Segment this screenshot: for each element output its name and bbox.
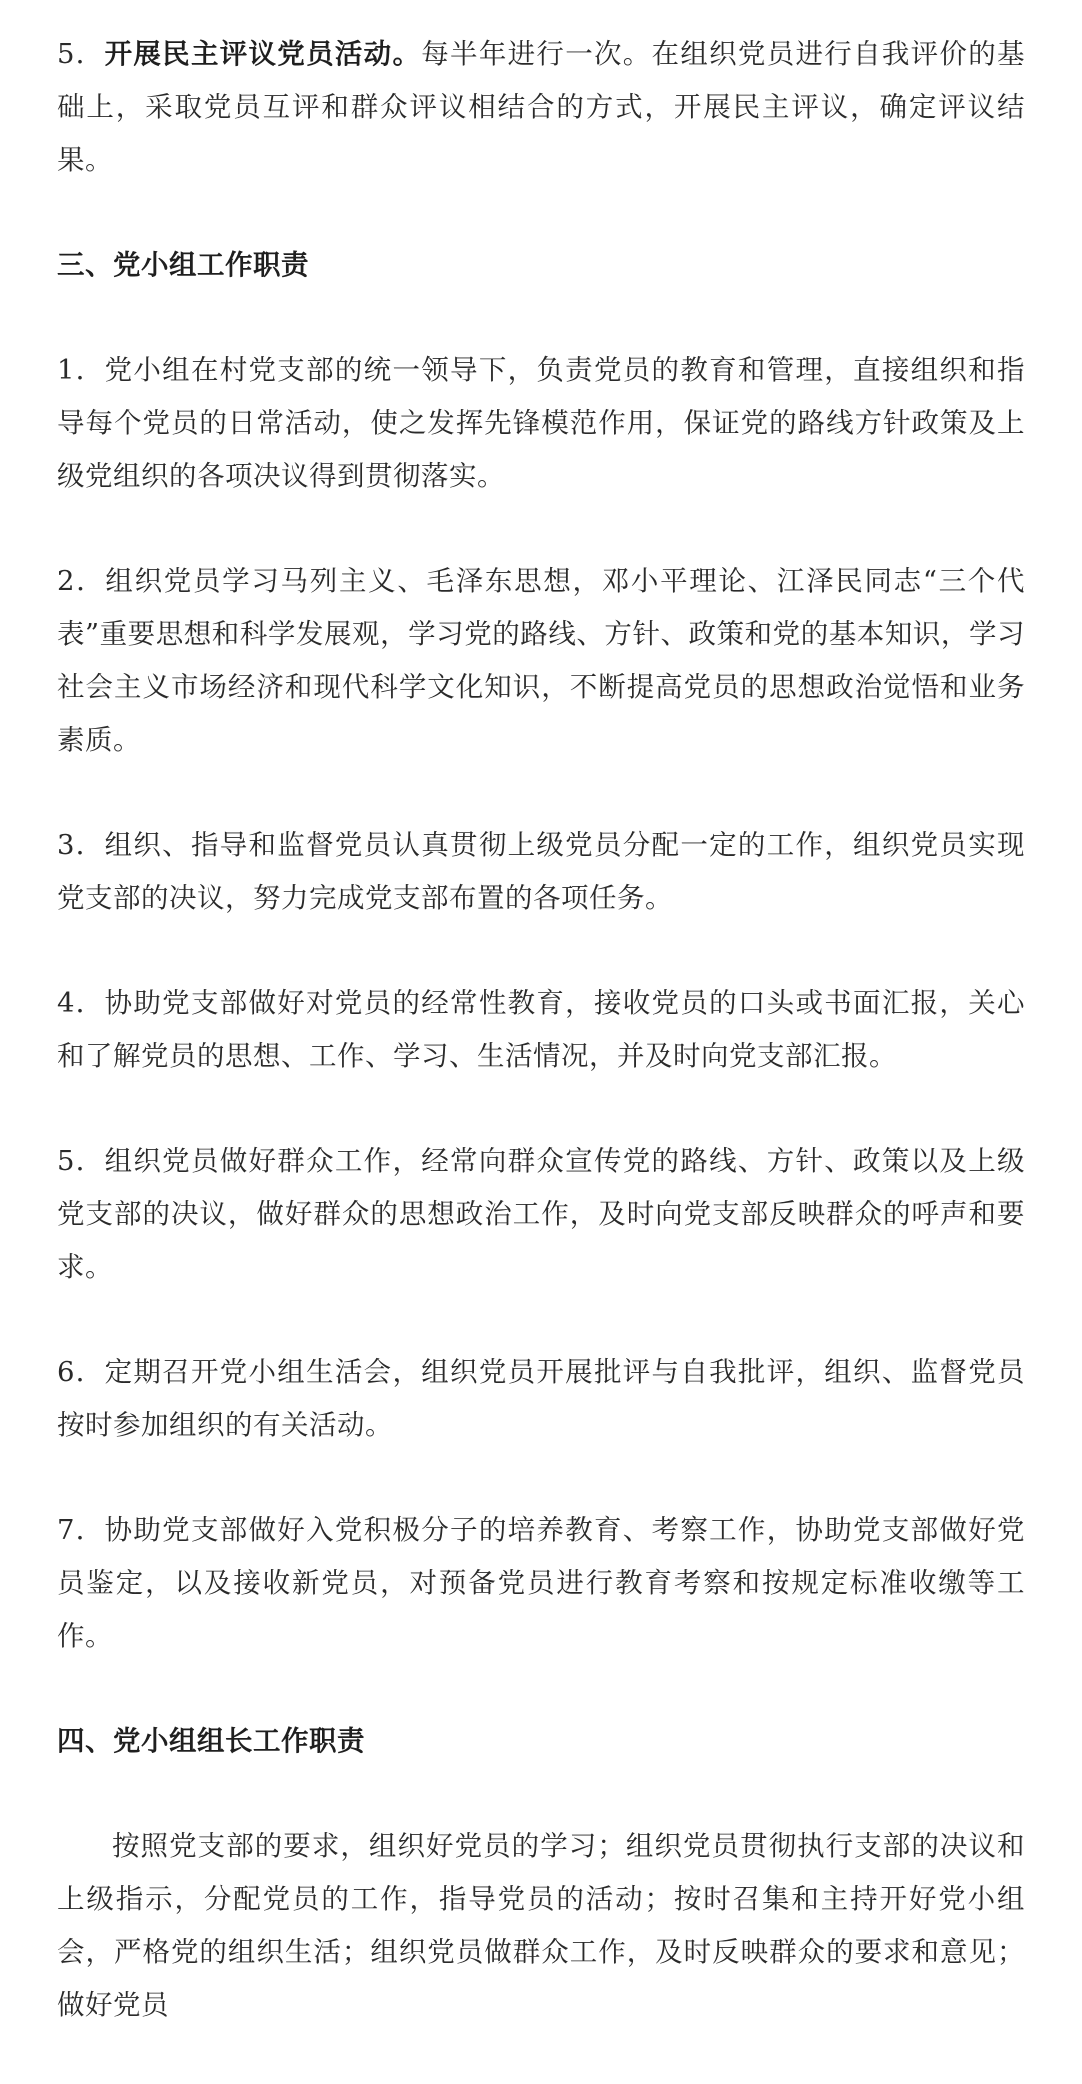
paragraph-item-1 (57, 344, 1025, 503)
item-text: 组织、指导和监督党员认真贯彻上级党员分配一定的工作，组织党员实现党支部的决议，努力完成党支部布置的各项任务。 (57, 829, 1025, 914)
item-text: 每半年进行一次。在组织党员进行自我评价的基础上，采取党员互评和群众评议相结合的方式，开展民主评议，确定评议结果。 (57, 38, 1026, 176)
section-heading-group-duties: 三、党小组工作职责 (57, 249, 309, 281)
item-number: 7． (57, 1514, 105, 1546)
item-number: 3． (57, 829, 105, 861)
document-page (57, 28, 1025, 2084)
paragraph-item-6 (57, 1346, 1025, 1452)
item-text: 协助党支部做好对党员的经常性教育，接收党员的口头或书面汇报，关心和了解党员的思想、工作、学习、生活情况，并及时向党支部汇报。 (57, 987, 1025, 1072)
item-number: 2． (57, 565, 106, 597)
item-text: 定期召开党小组生活会，组织党员开展批评与自我批评，组织、监督党员按时参加组织的有关活动。 (57, 1356, 1025, 1441)
paragraph-item-3 (57, 819, 1025, 925)
item-text: 组织党员学习马列主义、毛泽东思想，邓小平理论、江泽民同志“三个代表”重要思想和科学发展观，学习党的路线、方针、政策和党的基本知识，学习社会主义市场经济和现代科学文化知识，不断提高党员的思想政治觉悟和业务素质。 (57, 565, 1025, 756)
item-bold-title: 开展民主评议党员活动。 (104, 38, 422, 70)
paragraph-democratic-review (57, 28, 1025, 187)
paragraph-leader-duties: 按照党支部的要求，组织好党员的学习；组织党员贯彻执行支部的决议和上级指示，分配党员的工作，指导党员的活动；按时召集和主持开好党小组会，严格党的组织生活；组织党员做群众工作，及时反映群众的要求和意见；做好党员 (57, 1830, 1025, 2021)
item-number: 1． (57, 354, 105, 386)
item-text: 协助党支部做好入党积极分子的培养教育、考察工作，协助党支部做好党员鉴定，以及接收新党员，对预备党员进行教育考察和按规定标准收缴等工作。 (57, 1514, 1025, 1652)
item-text: 党小组在村党支部的统一领导下，负责党员的教育和管理，直接组织和指导每个党员的日常活动，使之发挥先锋模范作用，保证党的路线方针政策及上级党组织的各项决议得到贯彻落实。 (57, 354, 1025, 492)
paragraph-item-4 (57, 977, 1025, 1083)
item-number: 6． (57, 1356, 105, 1388)
section-heading-leader-duties: 四、党小组组长工作职责 (57, 1725, 365, 1757)
paragraph-item-2 (57, 555, 1025, 767)
paragraph-item-7 (57, 1504, 1025, 1663)
item-number: 5． (57, 1145, 105, 1177)
item-text: 组织党员做好群众工作，经常向群众宣传党的路线、方针、政策以及上级党支部的决议，做好群众的思想政治工作，及时向党支部反映群众的呼声和要求。 (57, 1145, 1025, 1283)
paragraph-item-5 (57, 1135, 1025, 1294)
item-number: 5． (57, 38, 105, 70)
item-number: 4． (57, 987, 105, 1019)
